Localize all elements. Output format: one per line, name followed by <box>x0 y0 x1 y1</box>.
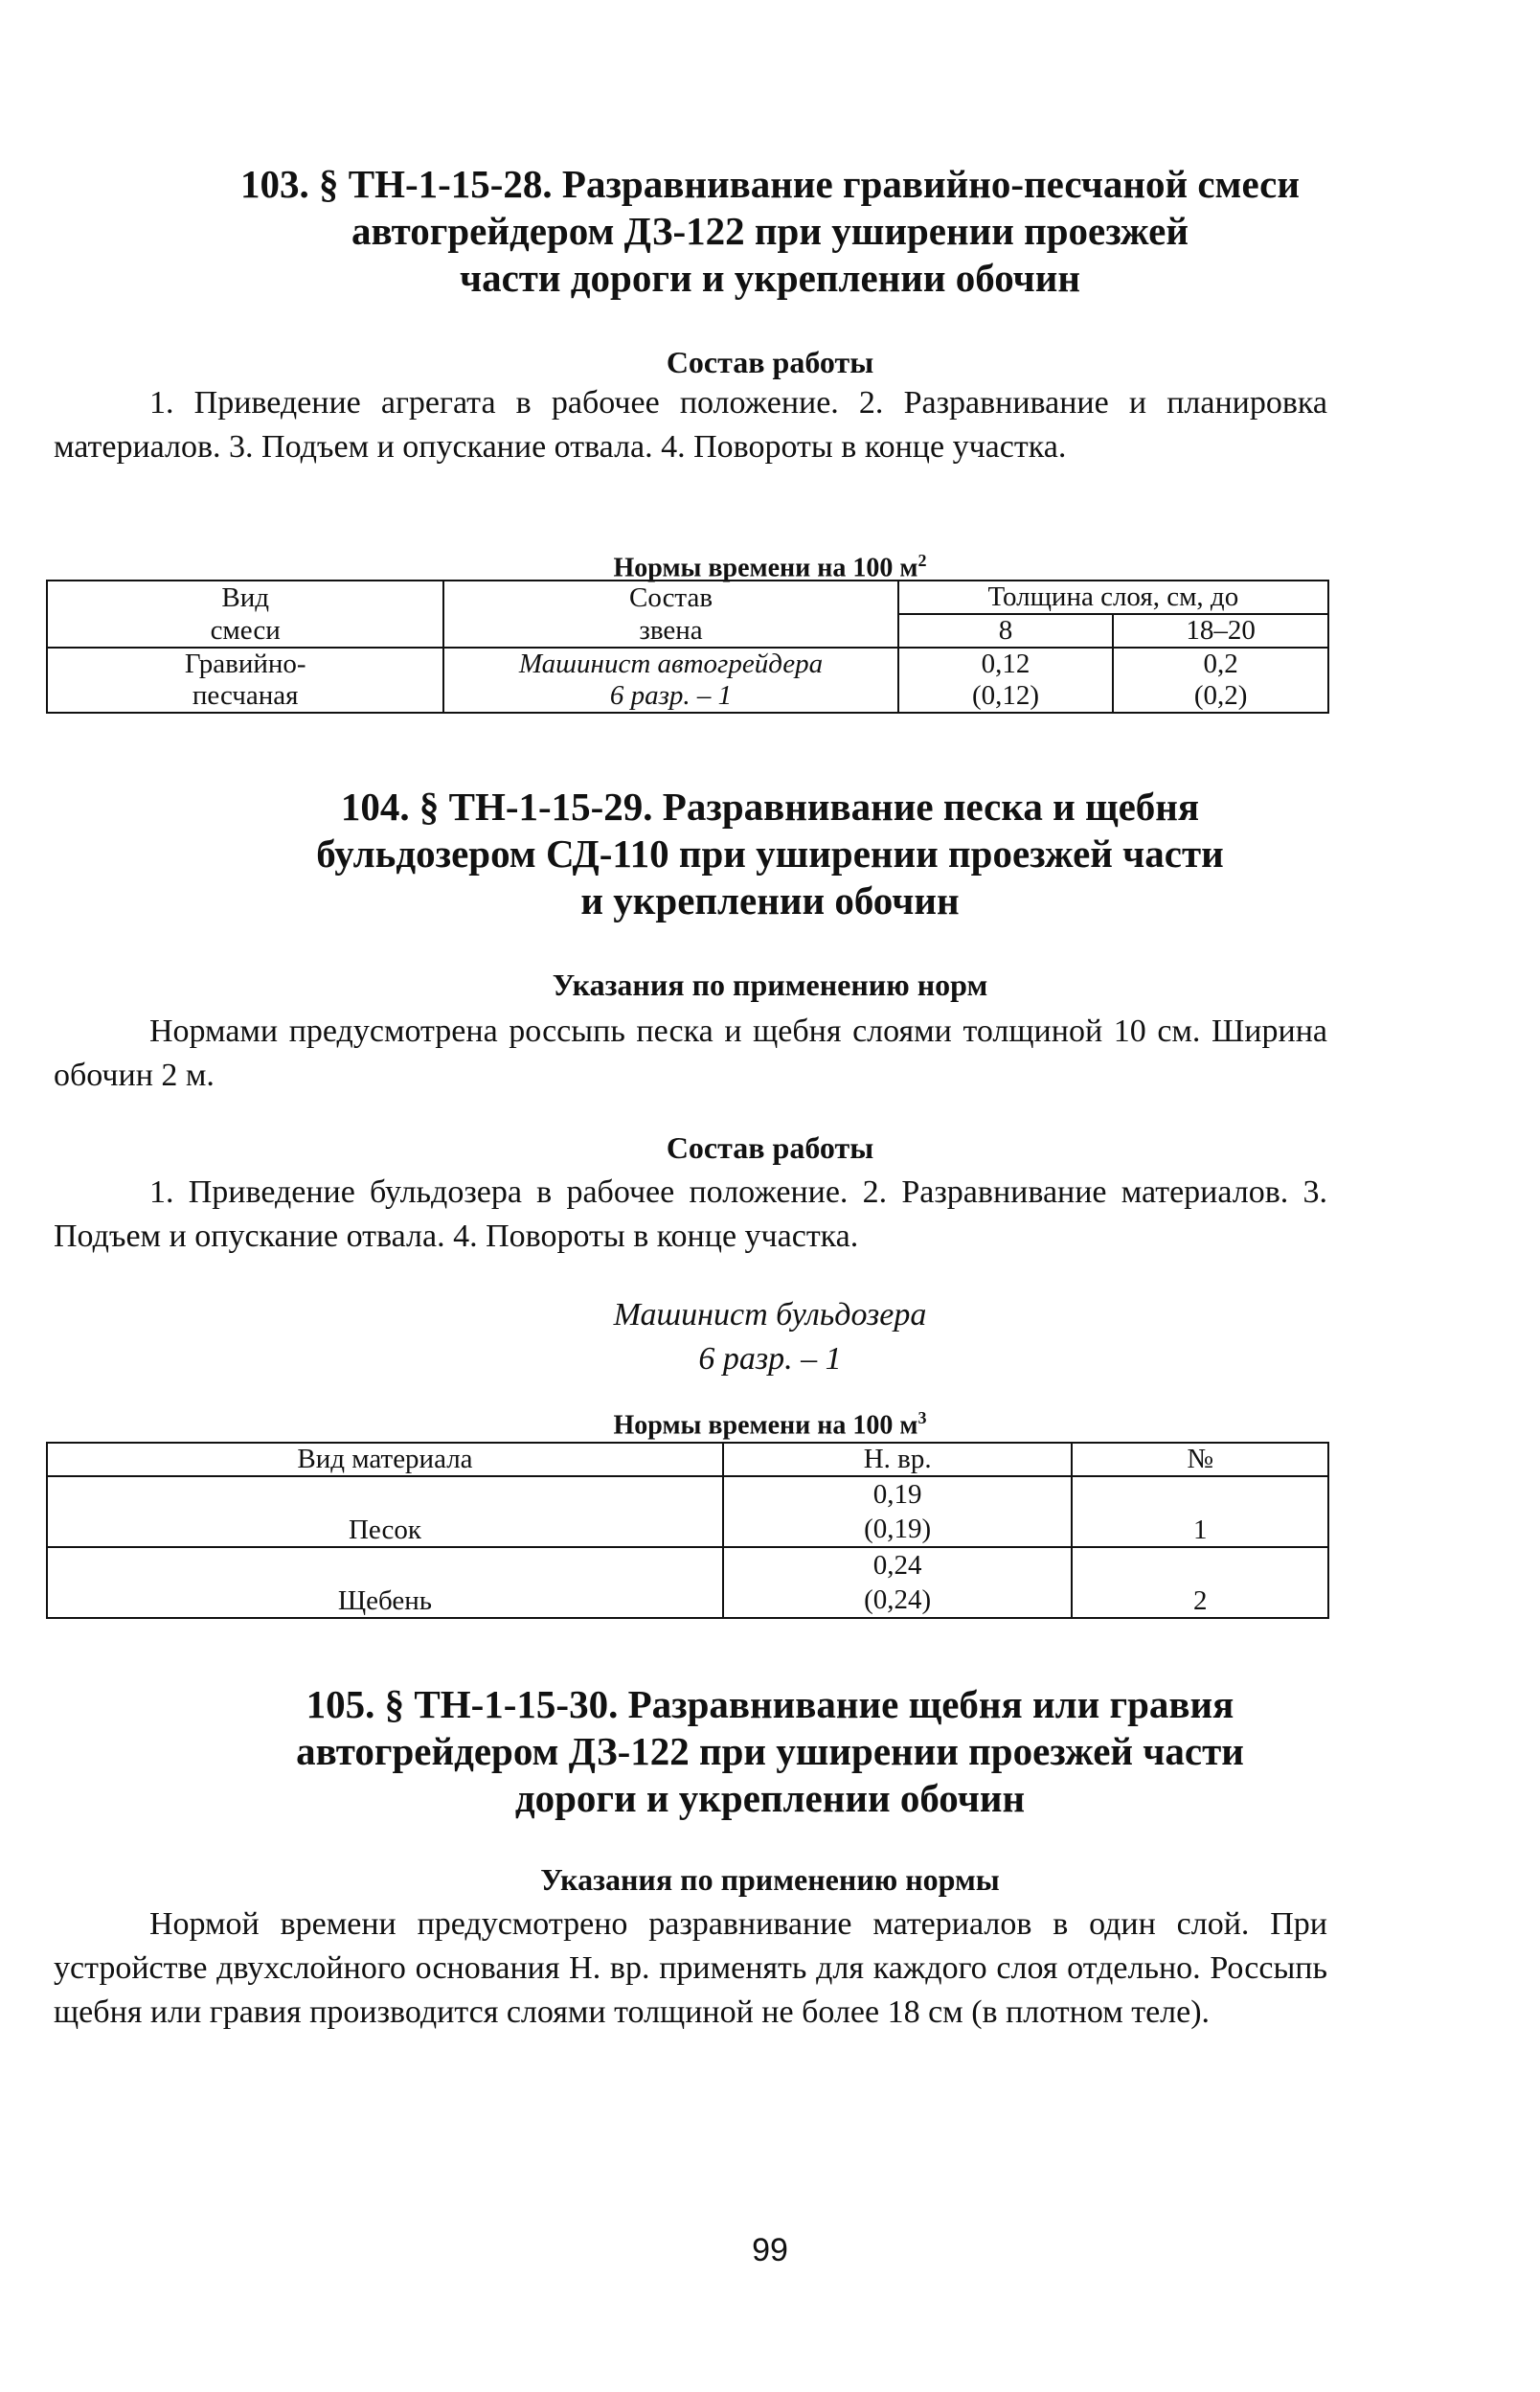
header-number: № <box>1072 1443 1328 1476</box>
header-sostav-line-1: Состав <box>443 581 897 614</box>
row-material: Песок <box>47 1476 723 1547</box>
section-104-guide-text: Нормами предусмотрена россыпь песка и щебня слоями толщиной 10 см. Ширина обочин 2 м. <box>54 1014 1327 1093</box>
table-row <box>47 1476 1328 1547</box>
row-nvr <box>723 1547 1072 1618</box>
section-103-title-line-3: части дороги и укреплении обочин <box>459 256 1081 300</box>
header-vid-line-1: Вид <box>47 581 443 614</box>
row-value-8-line-2: (0,12) <box>898 680 1114 713</box>
page-number: 99 <box>752 2232 788 2268</box>
header-thickness-8: 8 <box>898 614 1114 648</box>
header-sostav-line-2: звена <box>443 614 897 648</box>
row-vid-line-1: Гравийно- <box>47 648 443 680</box>
header-vid-line-2: смеси <box>47 614 443 648</box>
table-caption-superscript: 3 <box>917 1408 927 1427</box>
section-104-title-line-1: 104. § ТН-1-15-29. Разравнивание песка и щебня <box>340 785 1200 829</box>
section-105-title-line-3: дороги и укреплении обочин <box>514 1776 1026 1820</box>
section-104-title <box>0 784 1540 924</box>
row-value-8-line-1: 0,12 <box>898 648 1114 680</box>
section-105-guide-heading: Указания по применению нормы <box>540 1862 1000 1897</box>
row-nvr-value-parenthesized: (0,19) <box>864 1514 932 1544</box>
section-105-guide-text: Нормой времени предусмотрено разравнивание материалов в один слой. При устройстве двухслойного основания Н. вр. применять для каждого слоя отдельно. Россыпь щебня или гравия производится слоями толщиной не более 18 см (в плотном теле). <box>54 1906 1327 2030</box>
row-nvr-value: 0,19 <box>872 1479 922 1510</box>
row-nvr <box>723 1476 1072 1547</box>
section-103-table-caption <box>0 544 1540 584</box>
row-number: 1 <box>1072 1476 1328 1547</box>
section-105-title <box>0 1681 1540 1822</box>
section-103-norms-table <box>46 580 1329 714</box>
header-material: Вид материала <box>47 1443 723 1476</box>
row-sostav-line-1: Машинист автогрейдера <box>443 648 897 680</box>
row-nvr-value-parenthesized: (0,24) <box>864 1584 932 1615</box>
row-value-18-20-line-1: 0,2 <box>1113 648 1328 680</box>
section-104-title-line-2: бульдозером СД-110 при уширении проезжей части <box>316 832 1224 876</box>
row-nvr-value: 0,24 <box>872 1550 922 1581</box>
section-103-title-line-1: 103. § ТН-1-15-28. Разравнивание гравийно-песчаной смеси <box>239 162 1301 206</box>
row-number: 2 <box>1072 1547 1328 1618</box>
section-104-work-heading: Состав работы <box>666 1130 874 1165</box>
section-104-crew-line-2: 6 разр. – 1 <box>698 1341 842 1377</box>
section-104-crew-line-1: Машинист бульдозера <box>613 1297 927 1333</box>
row-vid-line-2: песчаная <box>47 680 443 713</box>
header-thickness-18-20: 18–20 <box>1113 614 1328 648</box>
table-caption-text: Нормы времени на 100 м <box>613 553 918 583</box>
section-103-work-text: 1. Приведение агрегата в рабочее положение. 2. Разравнивание и планировка материалов. 3. Подъем и опускание отвала. 4. Повороты в конце участка. <box>54 385 1327 465</box>
table-row <box>47 1547 1328 1618</box>
section-104-norms-table <box>46 1442 1329 1619</box>
row-value-18-20-line-2: (0,2) <box>1113 680 1328 713</box>
section-104-title-line-3: и укреплении обочин <box>580 878 960 923</box>
header-nvr: Н. вр. <box>723 1443 1072 1476</box>
section-105-title-line-2: автогрейдером ДЗ-122 при уширении проезжей части <box>296 1729 1244 1773</box>
section-103-work-heading: Состав работы <box>666 345 874 379</box>
table-caption-superscript: 2 <box>917 551 927 570</box>
section-104-guide-heading: Указания по применению норм <box>552 968 988 1002</box>
row-sostav-line-2: 6 разр. – 1 <box>443 680 897 713</box>
section-104-work-text: 1. Приведение бульдозера в рабочее положение. 2. Разравнивание материалов. 3. Подъем и опускание отвала. 4. Повороты в конце участка. <box>54 1174 1327 1254</box>
row-material: Щебень <box>47 1547 723 1618</box>
section-104-table-caption <box>0 1401 1540 1442</box>
section-105-title-line-1: 105. § ТН-1-15-30. Разравнивание щебня или гравия <box>306 1682 1234 1726</box>
section-103-title-line-2: автогрейдером ДЗ-122 при уширении проезжей <box>351 209 1189 253</box>
table-caption-text: Нормы времени на 100 м <box>613 1410 918 1441</box>
header-thickness: Толщина слоя, см, до <box>898 581 1328 614</box>
section-103-title <box>0 161 1540 302</box>
